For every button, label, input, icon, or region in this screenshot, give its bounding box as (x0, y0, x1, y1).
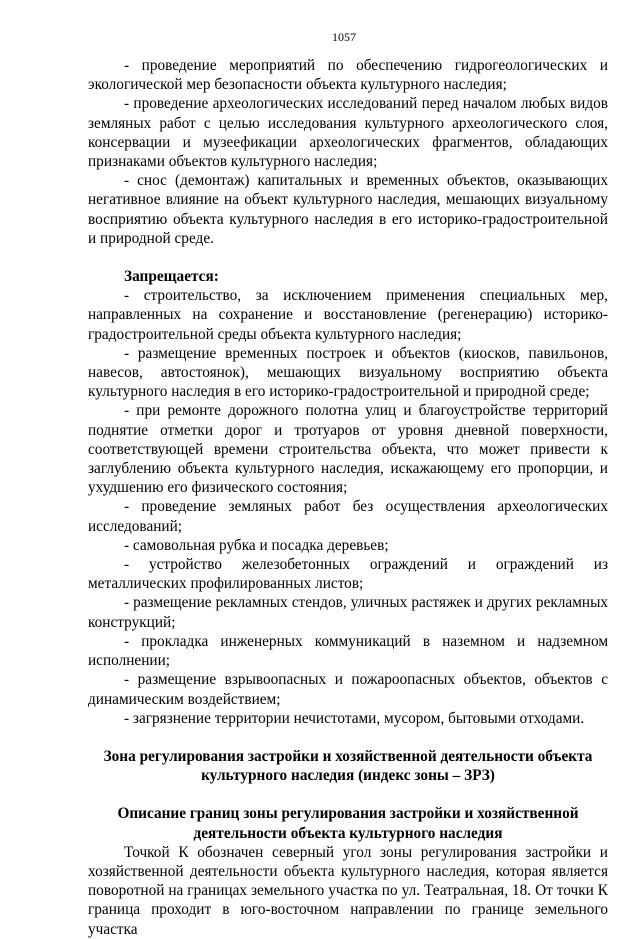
page-number: 1057 (332, 30, 356, 44)
permitted-item: - проведение археологических исследований перед началом любых видов земляных работ с целью исследования культурного археологического слоя, консервации и музеефикации археологических фрагментов, обладающих признаками объектов культурного наследия; (88, 95, 608, 171)
description-heading: Описание границ зоны регулирования застройки и хозяйственной деятельности объекта культурного наследия (117, 805, 579, 842)
prohibited-item: - размещение временных построек и объектов (киосков, павильонов, навесов, автостоянок), мешающих визуальному восприятию объекта культурного наследия в его историко-градостроительной и природной среде; (88, 344, 608, 401)
permitted-item: - снос (демонтаж) капитальных и временных объектов, оказывающих негативное влияние на объект культурного наследия, мешающих визуальному восприятию объекта культурного наследия в его историко-градостроительной и природной среде. (88, 172, 608, 247)
prohibited-item: - строительство, за исключением применения специальных мер, направленных на сохранение и восстановление (регенерацию) историко-градостроительной среды объекта культурного наследия; (88, 287, 608, 343)
document-page (88, 30, 608, 939)
description-text: Точкой К обозначен северный угол зоны регулирования застройки и хозяйственной деятельности объекта культурного наследия, которая является поворотной на границах земельного участка по ул. Театральная, 18. От точки К граница проходит в юго-восточном направлении по границе земельного участка (88, 843, 608, 938)
prohibited-item: - проведение земляных работ без осуществления археологических исследований; (88, 498, 608, 535)
prohibited-item: - устройство железобетонных ограждений и ограждений из металлических профилированных листов; (88, 556, 608, 593)
prohibited-item: - загрязнение территории нечистотами, мусором, бытовыми отходами. (124, 709, 585, 727)
permitted-item: - проведение мероприятий по обеспечению гидрогеологических и экологической мер безопасности объекта культурного наследия; (88, 57, 608, 94)
prohibited-item: - размещение взрывоопасных и пожароопасных объектов, объектов с динамическим воздействием; (88, 671, 608, 708)
prohibited-item: - самовольная рубка и посадка деревьев; (124, 536, 389, 554)
prohibited-heading: Запрещается: (124, 268, 219, 286)
prohibited-item: - при ремонте дорожного полотна улиц и благоустройстве территорий поднятие отметки дорог и тротуаров от уровня дневной поверхности, соответствующей времени строительства объекта, что может привести к заглублению объекта культурного наследия, искажающему его пропорции, и ухудшению его физического состояния; (88, 402, 608, 497)
prohibited-item: - прокладка инженерных коммуникаций в наземном и надземном исполнении; (88, 632, 608, 670)
prohibited-item: - размещение рекламных стендов, уличных растяжек и других рекламных конструкций; (88, 594, 608, 631)
zone-heading: Зона регулирования застройки и хозяйственной деятельности объекта культурного наследия (индекс зоны – ЗРЗ) (103, 747, 593, 785)
